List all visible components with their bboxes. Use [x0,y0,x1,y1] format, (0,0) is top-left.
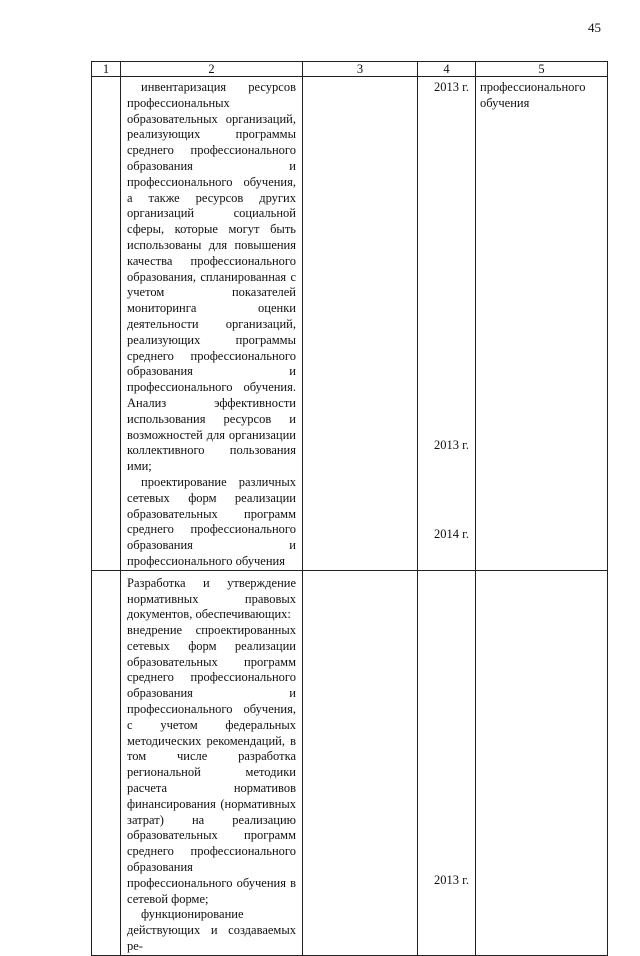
row1-col1 [92,77,121,571]
plan-table [91,61,608,956]
row2-paragraph-implementation: внедрение спроектированных сетевых форм реализации образовательных программ среднего профессионального образования и профессионального обучения, с учетом федеральных методических рекомендаций, в том числе разработка региональной методики расчета нормативов финансирования (нормативных затрат) на реализацию образовательных программ среднего профессионального образования профессионального обучения в сетевой форме; [127,623,296,906]
row1-paragraph-inventory: инвентаризация ресурсов профессиональных образовательных организаций, реализующих программы среднего профессионального образования и профессионального обучения, а также ресурсов других организаций социальной сферы, которые могут быть использованы для повышения качества профессионального образования, спланированная с учетом показателей мониторинга оценки деятельности организаций, реализующих программы среднего профессионального образования и профессионального обучения. Анализ эффективности использования ресурсов и возможностей для организации коллективного пользования ими; [127,80,296,474]
row1-date-2: 2013 г. [434,438,469,452]
row2-col5 [476,570,608,955]
row1-col5 [476,77,608,571]
row1-col3 [303,77,418,571]
table-header-row [92,62,608,77]
table-row [92,570,608,955]
table-row [92,77,608,571]
row1-date-3: 2014 г. [434,527,469,541]
row2-col4 [418,570,476,955]
row2-paragraph-functioning: функционирование действующих и создаваемых ре- [127,907,296,954]
header-col-5: 5 [476,62,608,77]
row2-col2 [121,570,303,955]
header-col-2: 2 [121,62,303,77]
row1-col4 [418,77,476,571]
row2-col3 [303,570,418,955]
row1-paragraph-design: проектирование различных сетевых форм реализации образовательных программ среднего профессионального образования и профессионального обучения [127,474,296,568]
row2-paragraph-heading: Разработка и утверждение нормативных правовых документов, обеспечивающих: [127,575,296,622]
row2-date-1: 2013 г. [434,872,469,887]
row1-col2 [121,77,303,571]
header-col-3: 3 [303,62,418,77]
header-col-1: 1 [92,62,121,77]
row1-date-1: 2013 г. [434,80,469,94]
row2-col1 [92,570,121,955]
header-col-4: 4 [418,62,476,77]
page-number: 45 [588,20,601,35]
row1-responsible: профессионального обучения [480,80,586,110]
